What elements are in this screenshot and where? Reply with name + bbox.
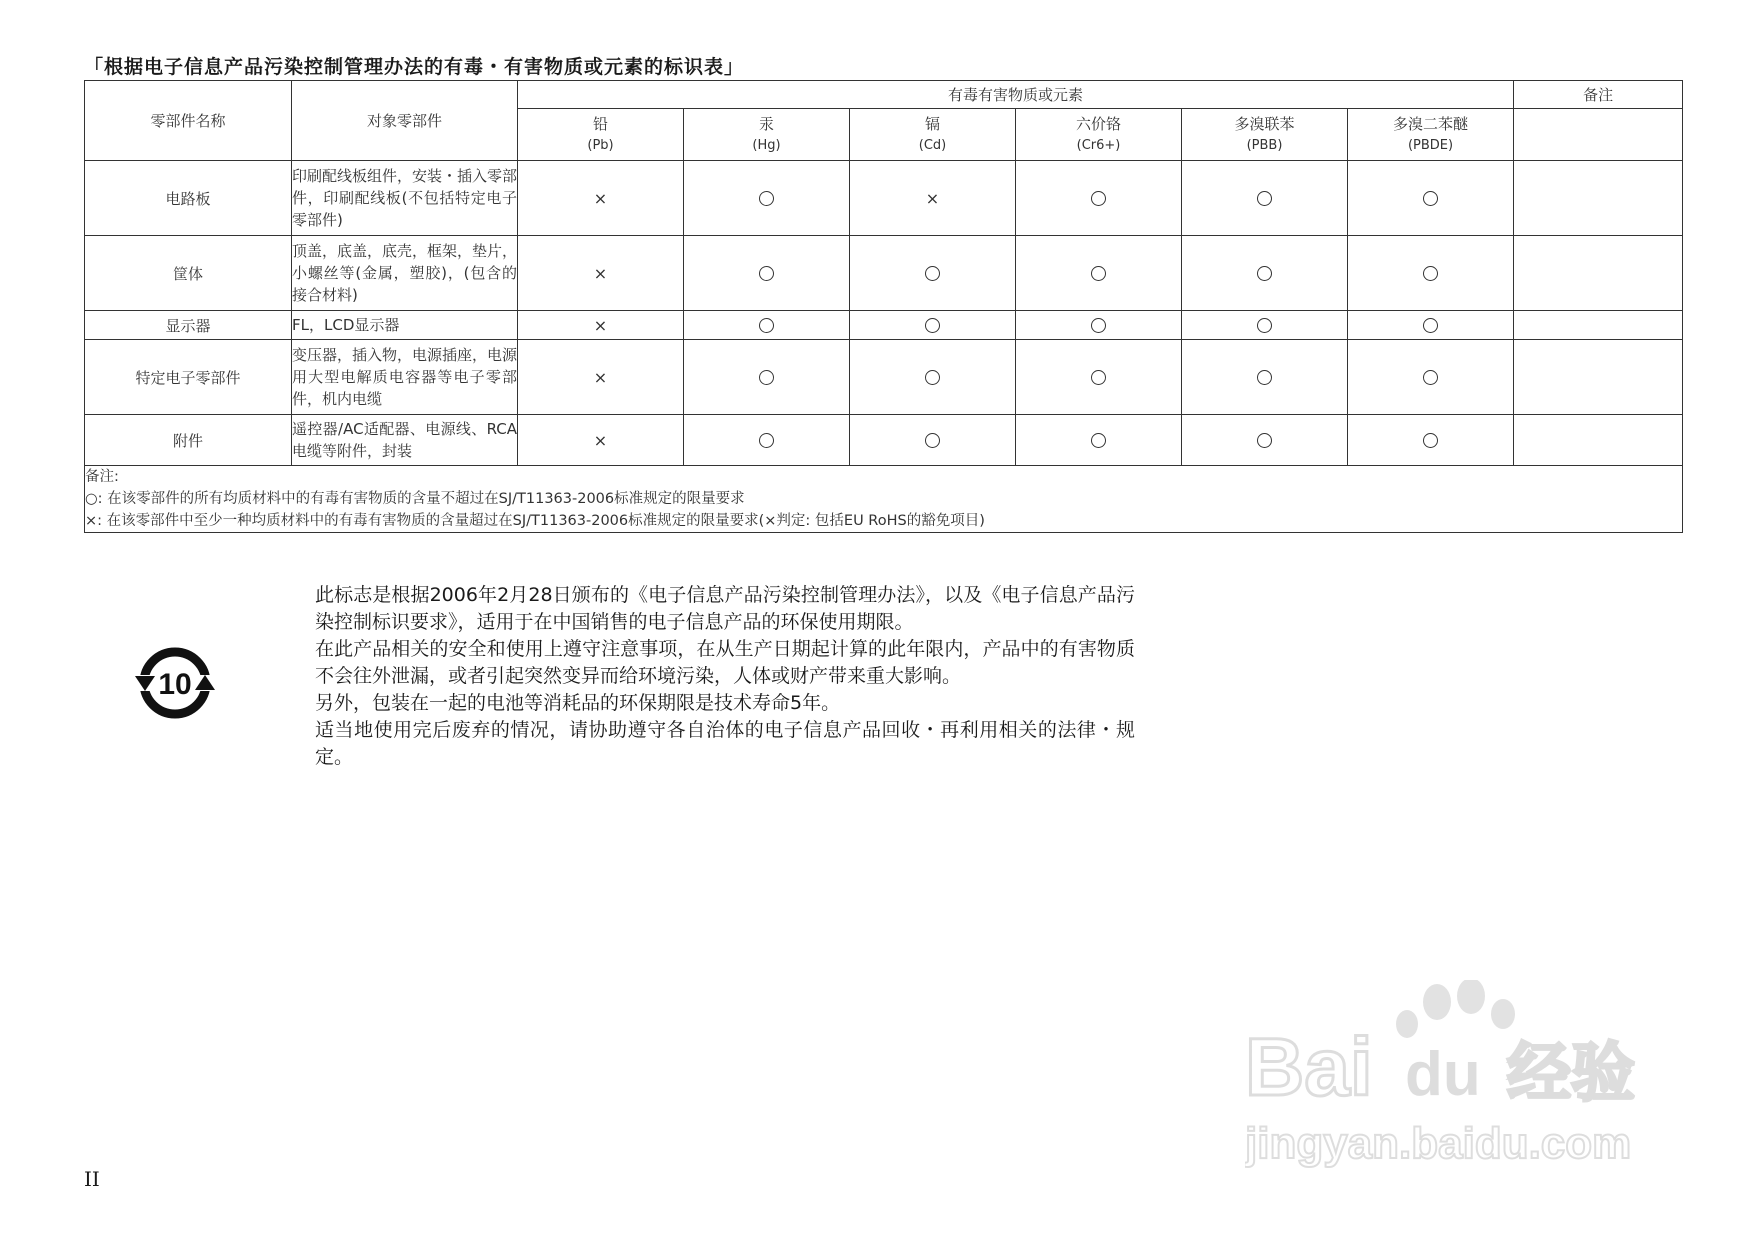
target-parts: 印刷配线板组件，安装・插入零部件，印刷配线板(不包括特定电子零部件) [292, 161, 518, 236]
part-name: 显示器 [85, 311, 292, 340]
header-target-parts: 对象零部件 [292, 81, 518, 161]
cross-icon: × [593, 188, 608, 208]
logo-number: 10 [158, 668, 192, 701]
circle-mark-icon [850, 236, 1016, 311]
circle-mark-icon [1016, 161, 1182, 236]
header-remarks-blank [1514, 109, 1683, 161]
table-row [85, 161, 1683, 236]
circle-icon [1257, 191, 1272, 206]
paragraph: 适当地使用完后废弃的情况，请协助遵守各自治体的电子信息产品回收・再利用相关的法律・规定。 [315, 719, 1135, 768]
watermark-brand: Bai [1245, 1022, 1373, 1113]
cross-icon: × [593, 315, 608, 335]
circle-icon [925, 370, 940, 385]
watermark-brand-cn: 经验 [1507, 1037, 1635, 1111]
table-row [85, 415, 1683, 466]
table-row [85, 236, 1683, 311]
circle-icon [759, 191, 774, 206]
paragraph: 在此产品相关的安全和使用上遵守注意事项，在从生产日期起计算的此年限内，产品中的有害物质不会往外泄漏，或者引起突然变异而给环境污染，人体或财产带来重大影响。 [315, 638, 1135, 687]
paw-icon [1396, 980, 1515, 1038]
cross-mark-icon [518, 236, 684, 311]
header-substance-group: 有毒有害物质或元素 [518, 81, 1514, 109]
circle-mark-icon [1348, 415, 1514, 466]
document-title: 「根据电子信息产品污染控制管理办法的有毒・有害物质或元素的标识表」 [84, 56, 745, 78]
circle-mark-icon [1348, 161, 1514, 236]
circle-icon [1257, 266, 1272, 281]
circle-icon [925, 318, 940, 333]
circle-mark-icon [684, 415, 850, 466]
cross-icon: × [593, 430, 608, 450]
table-notes [85, 466, 1683, 533]
target-parts: 顶盖，底盖，底壳，框架，垫片，小螺丝等(金属，塑胶)，(包含的接合材料) [292, 236, 518, 311]
header-substance: 六价铬 (Cr6+) [1016, 109, 1182, 161]
circle-mark-icon [1182, 415, 1348, 466]
circle-icon [925, 266, 940, 281]
circle-mark-icon [850, 311, 1016, 340]
cross-icon: × [925, 188, 940, 208]
circle-mark-icon [850, 415, 1016, 466]
cross-mark-icon [518, 415, 684, 466]
header-substance: 多溴二苯醚 (PBDE) [1348, 109, 1514, 161]
target-parts: 变压器，插入物，电源插座，电源用大型电解质电容器等电子零部件，机内电缆 [292, 340, 518, 415]
baidu-jingyan-watermark [1245, 980, 1665, 1180]
circle-icon [1423, 318, 1438, 333]
circle-icon [1423, 191, 1438, 206]
circle-mark-icon [1016, 236, 1182, 311]
circle-mark-icon [1182, 161, 1348, 236]
circle-icon [1423, 266, 1438, 281]
environmental-protection-period-logo [133, 641, 217, 725]
watermark-brand-du: du [1405, 1040, 1481, 1109]
circle-icon [1423, 433, 1438, 448]
description-text [315, 582, 1135, 771]
cross-mark-icon [518, 161, 684, 236]
circle-mark-icon [684, 311, 850, 340]
circle-mark-icon [1182, 311, 1348, 340]
part-name: 特定电子零部件 [85, 340, 292, 415]
hazardous-substance-table [84, 80, 1683, 533]
circle-mark-icon [850, 340, 1016, 415]
part-name: 电路板 [85, 161, 292, 236]
circle-mark-icon [684, 161, 850, 236]
circle-mark-icon [1016, 311, 1182, 340]
circle-icon [1257, 370, 1272, 385]
circle-mark-icon [684, 236, 850, 311]
header-substance: 镉 (Cd) [850, 109, 1016, 161]
cross-icon: × [593, 263, 608, 283]
remarks-cell [1514, 340, 1683, 415]
cross-mark-icon [850, 161, 1016, 236]
circle-icon [1257, 433, 1272, 448]
page-number: II [84, 1167, 100, 1191]
remarks-cell [1514, 236, 1683, 311]
remarks-cell [1514, 161, 1683, 236]
target-parts: FL，LCD显示器 [292, 311, 518, 340]
circle-mark-icon [1348, 311, 1514, 340]
circle-icon [1091, 433, 1106, 448]
table-row [85, 311, 1683, 340]
paragraph: 另外，包装在一起的电池等消耗品的环保期限是技术寿命5年。 [315, 692, 841, 714]
header-remarks: 备注 [1514, 81, 1683, 109]
circle-mark-icon [684, 340, 850, 415]
circle-mark-icon [1348, 340, 1514, 415]
circle-mark-icon [1182, 236, 1348, 311]
cross-mark-icon [518, 340, 684, 415]
circle-mark-icon [1016, 340, 1182, 415]
notes-heading: 备注: [85, 469, 119, 485]
part-name: 附件 [85, 415, 292, 466]
circle-icon [1091, 266, 1106, 281]
table-row [85, 340, 1683, 415]
part-name: 筐体 [85, 236, 292, 311]
remarks-cell [1514, 415, 1683, 466]
circle-icon [759, 318, 774, 333]
header-substance: 铅 (Pb) [518, 109, 684, 161]
header-substance: 多溴联苯 (PBB) [1182, 109, 1348, 161]
cross-legend-note: ×: 在该零部件中至少一种均质材料中的有毒有害物质的含量超过在SJ/T11363-2006标准规定的限量要求(×判定: 包括EU RoHS的豁免项目) [85, 513, 985, 529]
header-part-name: 零部件名称 [85, 81, 292, 161]
circle-icon [759, 266, 774, 281]
circle-mark-icon [1182, 340, 1348, 415]
cross-icon: × [593, 367, 608, 387]
circle-icon [925, 433, 940, 448]
target-parts: 遥控器/AC适配器、电源线、RCA电缆等附件，封装 [292, 415, 518, 466]
circle-icon [1257, 318, 1272, 333]
circle-icon [1091, 370, 1106, 385]
circle-mark-icon [1016, 415, 1182, 466]
circle-icon [1423, 370, 1438, 385]
circle-icon [1091, 318, 1106, 333]
circle-icon [759, 370, 774, 385]
circle-mark-icon [1348, 236, 1514, 311]
circle-icon [1091, 191, 1106, 206]
watermark-url: jingyan.baidu.com [1245, 1119, 1632, 1168]
circle-icon [759, 433, 774, 448]
cross-mark-icon [518, 311, 684, 340]
remarks-cell [1514, 311, 1683, 340]
header-substance: 汞 (Hg) [684, 109, 850, 161]
paragraph: 此标志是根据2006年2月28日颁布的《电子信息产品污染控制管理办法》，以及《电子信息产品污染控制标识要求》，适用于在中国销售的电子信息产品的环保使用期限。 [315, 584, 1135, 633]
notes-row [85, 466, 1683, 533]
circle-legend-note: ○: 在该零部件的所有均质材料中的有毒有害物质的含量不超过在SJ/T11363-2006标准规定的限量要求 [85, 491, 745, 507]
